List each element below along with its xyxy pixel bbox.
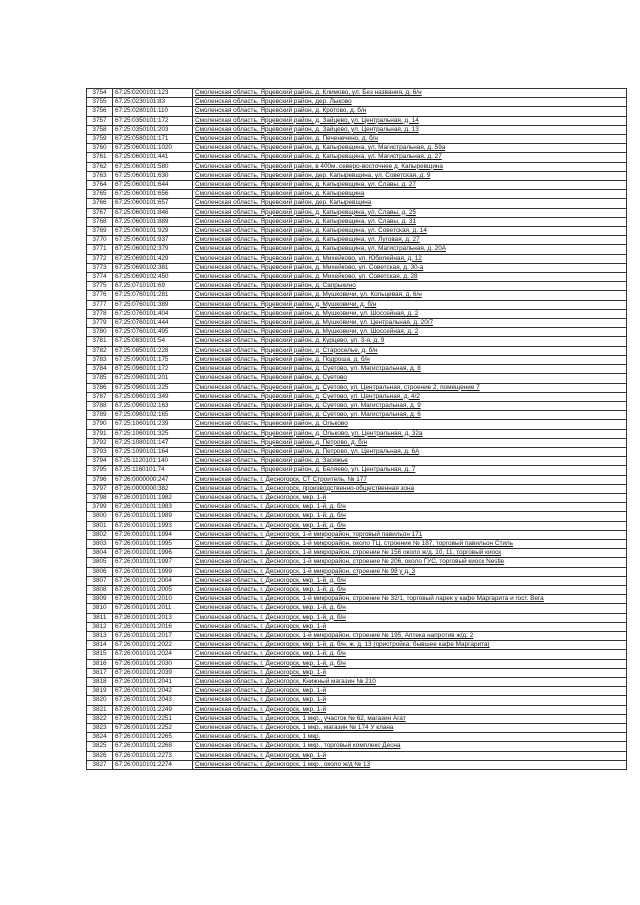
table-row — [87, 328, 627, 337]
cadastral-number-cell: 67:25:0960101:172 — [113, 365, 193, 374]
row-number-cell: 3812 — [87, 622, 113, 631]
address-cell: Смоленская область, г. Десногорск, мкр. 1-й, д. б/н — [193, 512, 627, 521]
cadastral-number-cell: 67:25:0600101:889 — [113, 217, 193, 226]
table-row — [87, 89, 627, 98]
row-number-cell: 3781 — [87, 337, 113, 346]
row-number-cell: 3821 — [87, 705, 113, 714]
address-cell: Смоленская область, г. Десногорск, 1 мкр. — [193, 733, 627, 742]
table-row — [87, 429, 627, 438]
address-cell: Смоленская область, Ярцевский район, д. Кротово, д. б/н — [193, 107, 627, 116]
address-cell: Смоленская область, Ярцевский район, д. Суетово — [193, 374, 627, 383]
address-cell: Смоленская область, г. Десногорск, 1-й микрорайон, строение № 156 около ж/д. 10, 11, торговый киоск — [193, 549, 627, 558]
table-row — [87, 291, 627, 300]
row-number-cell: 3788 — [87, 401, 113, 410]
cadastral-number-cell: 67:26:0010101:2004 — [113, 576, 193, 585]
cadastral-number-cell: 67:25:0760101:444 — [113, 319, 193, 328]
table-row — [87, 678, 627, 687]
row-number-cell: 3782 — [87, 346, 113, 355]
cadastral-number-cell: 67:26:0010101:2039 — [113, 668, 193, 677]
row-number-cell: 3798 — [87, 493, 113, 502]
table-row — [87, 98, 627, 107]
row-number-cell: 3754 — [87, 89, 113, 98]
cadastral-table — [86, 88, 627, 770]
address-cell: Смоленская область, г. Десногорск, мкр. 1-й — [193, 687, 627, 696]
row-number-cell: 3777 — [87, 300, 113, 309]
table-row — [87, 190, 627, 199]
address-cell: Смоленская область, г. Десногорск, мкр. 1-й — [193, 493, 627, 502]
address-cell: Смоленская область, Ярцевский район, дер. Лыково — [193, 98, 627, 107]
address-cell: Смоленская область, Ярцевский район, д. Михейково, ул. Советская, д. 28 — [193, 273, 627, 282]
address-cell: Смоленская область, Ярцевский район, д. Зайцево, ул. Центральная, д. 14 — [193, 116, 627, 125]
row-number-cell: 3815 — [87, 650, 113, 659]
address-cell: Смоленская область, г. Десногорск, производственно-общественная зона — [193, 484, 627, 493]
table-row — [87, 181, 627, 190]
row-number-cell: 3805 — [87, 558, 113, 567]
row-number-cell: 3755 — [87, 98, 113, 107]
cadastral-number-cell: 67:25:0850101:228 — [113, 346, 193, 355]
row-number-cell: 3758 — [87, 125, 113, 134]
table-row — [87, 659, 627, 668]
address-cell: Смоленская область, Ярцевский район, д. Суетово, ул. Магистральная, д. 9 — [193, 401, 627, 410]
address-cell: Смоленская область, Ярцевский район, д. Староселье, д. б/н — [193, 346, 627, 355]
address-cell: Смоленская область, г. Десногорск, мкр. 1-й, д. б/н — [193, 613, 627, 622]
cadastral-number-cell: 67:26:0010101:2013 — [113, 613, 193, 622]
address-cell: Смоленская область, г. Десногорск, 1 мкр., участок № 62, магазин Агат — [193, 714, 627, 723]
address-cell: Смоленская область, Ярцевский район, д. Капыревщина, ул. Магистральная, д. 20А — [193, 245, 627, 254]
row-number-cell: 3791 — [87, 429, 113, 438]
address-cell: Смоленская область, Ярцевский район, д. Капыревщина, ул. Славы, д. 25 — [193, 208, 627, 217]
row-number-cell: 3761 — [87, 153, 113, 162]
address-cell: Смоленская область, г. Десногорск, мкр. 1-й, д. б/н — [193, 521, 627, 530]
row-number-cell: 3806 — [87, 567, 113, 576]
cadastral-number-cell: 67:25:0960102:163 — [113, 401, 193, 410]
cadastral-number-cell: 67:26:0010101:2041 — [113, 678, 193, 687]
cadastral-number-cell: 67:26:0010101:2017 — [113, 631, 193, 640]
address-cell: Смоленская область, Ярцевский район, д. Печенечено, д. б/н — [193, 135, 627, 144]
table-row — [87, 162, 627, 171]
address-cell: Смоленская область, г. Десногорск, СТ Строитель, № 177 — [193, 475, 627, 484]
table-row — [87, 751, 627, 760]
table-row — [87, 392, 627, 401]
address-cell: Смоленская область, Ярцевский район, д. Капыревщина, ул. Магистральная, д. 59а — [193, 144, 627, 153]
cadastral-number-cell: 67:25:0690102:450 — [113, 273, 193, 282]
table-row — [87, 475, 627, 484]
table-row — [87, 724, 627, 733]
table-row — [87, 714, 627, 723]
address-cell: Смоленская область, г. Десногорск, 1 мкр., торговый комплекс Десна — [193, 742, 627, 751]
row-number-cell: 3792 — [87, 438, 113, 447]
table-row — [87, 521, 627, 530]
cadastral-number-cell: 67:25:0960101:225 — [113, 383, 193, 392]
row-number-cell: 3810 — [87, 604, 113, 613]
cadastral-number-cell: 67:26:0010101:1997 — [113, 558, 193, 567]
cadastral-number-cell: 67:26:0010101:1982 — [113, 493, 193, 502]
table-row — [87, 217, 627, 226]
address-cell: Смоленская область, Ярцевский район, в 400м. северо-восточнее д. Капыревщина — [193, 162, 627, 171]
row-number-cell: 3799 — [87, 503, 113, 512]
table-row — [87, 135, 627, 144]
row-number-cell: 3813 — [87, 631, 113, 640]
row-number-cell: 3802 — [87, 530, 113, 539]
table-row — [87, 208, 627, 217]
table-row — [87, 227, 627, 236]
table-row — [87, 585, 627, 594]
cadastral-number-cell: 67:25:0600101:644 — [113, 181, 193, 190]
row-number-cell: 3816 — [87, 659, 113, 668]
address-cell: Смоленская область, Ярцевский район, д. Сапрыкино — [193, 282, 627, 291]
cadastral-number-cell: 67:25:0760101:281 — [113, 291, 193, 300]
cadastral-number-cell: 67:25:0280101:110 — [113, 107, 193, 116]
cadastral-number-cell: 67:25:0760101:404 — [113, 309, 193, 318]
row-number-cell: 3776 — [87, 291, 113, 300]
address-cell: Смоленская область, Ярцевский район, д. Беляево, ул. Центральная, д. 7 — [193, 466, 627, 475]
document-page — [86, 88, 626, 770]
table-row — [87, 374, 627, 383]
cadastral-number-cell: 67:26:0010101:2010 — [113, 595, 193, 604]
table-row — [87, 705, 627, 714]
cadastral-number-cell: 67:25:0690101:429 — [113, 254, 193, 263]
row-number-cell: 3818 — [87, 678, 113, 687]
cadastral-number-cell: 67:25:1160101:74 — [113, 466, 193, 475]
address-cell: Смоленская область, Ярцевский район, дер. Капыревщина, ул. Советская, д. 9 — [193, 171, 627, 180]
cadastral-number-cell: 67:26:0010101:1983 — [113, 503, 193, 512]
cadastral-number-cell: 67:26:0010101:2030 — [113, 659, 193, 668]
row-number-cell: 3786 — [87, 383, 113, 392]
table-row — [87, 466, 627, 475]
cadastral-number-cell: 67:25:0600101:657 — [113, 199, 193, 208]
cadastral-number-cell: 67:25:0830101:54 — [113, 337, 193, 346]
address-cell: Смоленская область, Ярцевский район, д. Суетово, ул. Магистральная, д. 8 — [193, 365, 627, 374]
address-cell: Смоленская область, Ярцевский район, д. Капыревщина, ул. Славы, д. 27 — [193, 181, 627, 190]
row-number-cell: 3797 — [87, 484, 113, 493]
table-row — [87, 530, 627, 539]
table-row — [87, 282, 627, 291]
address-cell: Смоленская область, г. Десногорск, 1-й микрорайон, строение № 195, Аптека напротив ж/д. 2 — [193, 631, 627, 640]
table-row — [87, 595, 627, 604]
table-row — [87, 457, 627, 466]
address-cell: Смоленская область, Ярцевский район, д. Суетово, ул. Центральная, д. 4/2 — [193, 392, 627, 401]
table-row — [87, 687, 627, 696]
address-cell: Смоленская область, Ярцевский район, д. Михейково, ул. Юбилейная, д. 12 — [193, 254, 627, 263]
cadastral-number-cell: 67:25:0600101:580 — [113, 162, 193, 171]
address-cell: Смоленская область, Ярцевский район, д. Капыревщина, ул. Советская, д. 14 — [193, 227, 627, 236]
address-cell: Смоленская область, г. Десногорск, мкр. 1-й, д. б/н, ж. д. 13 (пристройка. бывшее кафе Маргарита) — [193, 641, 627, 650]
address-cell: Смоленская область, Ярцевский район, д. Ольково, ул. Центральная, д. 32а — [193, 429, 627, 438]
table-row — [87, 604, 627, 613]
row-number-cell: 3820 — [87, 696, 113, 705]
table-row — [87, 337, 627, 346]
address-cell: Смоленская область, Ярцевский район, д. Курцево, ул. 3-я, д. 9 — [193, 337, 627, 346]
row-number-cell: 3824 — [87, 733, 113, 742]
row-number-cell: 3756 — [87, 107, 113, 116]
row-number-cell: 3772 — [87, 254, 113, 263]
address-cell: Смоленская область, г. Десногорск, 1 мкр., около ж/д № 13 — [193, 760, 627, 769]
table-row — [87, 153, 627, 162]
row-number-cell: 3762 — [87, 162, 113, 171]
cadastral-number-cell: 67:26:0010101:1999 — [113, 567, 193, 576]
cadastral-number-cell: 67:25:0200101:123 — [113, 89, 193, 98]
cadastral-number-cell: 67:26:0010101:2022 — [113, 641, 193, 650]
row-number-cell: 3768 — [87, 217, 113, 226]
cadastral-number-cell: 67:26:0010101:2005 — [113, 585, 193, 594]
cadastral-number-cell: 67:25:0600101:937 — [113, 236, 193, 245]
cadastral-number-cell: 67:26:0010101:1989 — [113, 512, 193, 521]
table-row — [87, 631, 627, 640]
address-cell: Смоленская область, Ярцевский район, д. Суетово, ул. Магистральная, д. 6 — [193, 411, 627, 420]
row-number-cell: 3774 — [87, 273, 113, 282]
cadastral-number-cell: 67:25:0760101:495 — [113, 328, 193, 337]
row-number-cell: 3775 — [87, 282, 113, 291]
address-cell: Смоленская область, г. Десногорск, мкр. 1-й, д. б/н — [193, 576, 627, 585]
table-row — [87, 493, 627, 502]
row-number-cell: 3778 — [87, 309, 113, 318]
row-number-cell: 3787 — [87, 392, 113, 401]
address-cell: Смоленская область, г. Десногорск, мкр. 1-й — [193, 751, 627, 760]
address-cell: Смоленская область, Ярцевский район, дер. Капыревщина — [193, 199, 627, 208]
address-cell: Смоленская область, Ярцевский район, д. Мушковичи, ул. Шоссейная, д. 2 — [193, 309, 627, 318]
table-row — [87, 447, 627, 456]
row-number-cell: 3769 — [87, 227, 113, 236]
cadastral-number-cell: 67:25:0600101:929 — [113, 227, 193, 236]
cadastral-number-cell: 67:25:0600101:656 — [113, 190, 193, 199]
row-number-cell: 3814 — [87, 641, 113, 650]
address-cell: Смоленская область, г. Десногорск, мкр. 1-й, д. б/н — [193, 604, 627, 613]
row-number-cell: 3819 — [87, 687, 113, 696]
row-number-cell: 3763 — [87, 171, 113, 180]
cadastral-number-cell: 67:26:0010101:2274 — [113, 760, 193, 769]
row-number-cell: 3767 — [87, 208, 113, 217]
row-number-cell: 3770 — [87, 236, 113, 245]
table-row — [87, 567, 627, 576]
cadastral-number-cell: 67:26:0010101:2016 — [113, 622, 193, 631]
row-number-cell: 3807 — [87, 576, 113, 585]
table-row — [87, 273, 627, 282]
table-row — [87, 107, 627, 116]
address-cell: Смоленская область, Ярцевский район, д. Суетово, ул. Центральная, строение 2, помещение 7 — [193, 383, 627, 392]
row-number-cell: 3764 — [87, 181, 113, 190]
cadastral-number-cell: 67:25:1080101:147 — [113, 438, 193, 447]
row-number-cell: 3780 — [87, 328, 113, 337]
table-row — [87, 319, 627, 328]
row-number-cell: 3795 — [87, 466, 113, 475]
cadastral-number-cell: 67:25:1090101:164 — [113, 447, 193, 456]
row-number-cell: 3817 — [87, 668, 113, 677]
address-cell: Смоленская область, Ярцевский район, д. Мушковичи, ул. Кольцевая, д. 6/н — [193, 291, 627, 300]
table-row — [87, 355, 627, 364]
row-number-cell: 3793 — [87, 447, 113, 456]
row-number-cell: 3803 — [87, 539, 113, 548]
row-number-cell: 3773 — [87, 263, 113, 272]
table-row — [87, 558, 627, 567]
table-body — [87, 89, 627, 770]
table-row — [87, 125, 627, 134]
cadastral-number-cell: 67:25:0960101:349 — [113, 392, 193, 401]
row-number-cell: 3765 — [87, 190, 113, 199]
cadastral-number-cell: 67:25:1120101:140 — [113, 457, 193, 466]
address-cell: Смоленская область, г. Десногорск, мкр. 1-й — [193, 622, 627, 631]
table-row — [87, 144, 627, 153]
row-number-cell: 3783 — [87, 355, 113, 364]
row-number-cell: 3757 — [87, 116, 113, 125]
address-cell: Смоленская область, Ярцевский район, д. Михейково, ул. Советская, д. 30-а — [193, 263, 627, 272]
row-number-cell: 3766 — [87, 199, 113, 208]
table-row — [87, 622, 627, 631]
table-row — [87, 171, 627, 180]
row-number-cell: 3822 — [87, 714, 113, 723]
cadastral-number-cell: 67:25:0690102:381 — [113, 263, 193, 272]
table-row — [87, 438, 627, 447]
cadastral-number-cell: 67:26:0010101:1993 — [113, 521, 193, 530]
cadastral-number-cell: 67:26:0010101:2011 — [113, 604, 193, 613]
table-row — [87, 668, 627, 677]
cadastral-number-cell: 67:25:1060101:239 — [113, 420, 193, 429]
table-row — [87, 650, 627, 659]
address-cell: Смоленская область, Ярцевский район, д. Капыревщина, ул. Луговая, д. 27 — [193, 236, 627, 245]
address-cell: Смоленская область, Ярцевский район, д. Мушковичи, д. б/н — [193, 300, 627, 309]
row-number-cell: 3760 — [87, 144, 113, 153]
cadastral-number-cell: 67:26:0000000:382 — [113, 484, 193, 493]
row-number-cell: 3823 — [87, 724, 113, 733]
cadastral-number-cell: 67:25:0600101:1020 — [113, 144, 193, 153]
table-row — [87, 512, 627, 521]
cadastral-number-cell: 67:25:0900101:175 — [113, 355, 193, 364]
cadastral-number-cell: 67:26:0000000:247 — [113, 475, 193, 484]
cadastral-number-cell: 67:26:0010101:2042 — [113, 687, 193, 696]
cadastral-number-cell: 67:26:0010101:2252 — [113, 724, 193, 733]
address-cell: Смоленская область, г. Десногорск, 1-й микрорайон, строение № 98 у д. 3 — [193, 567, 627, 576]
table-row — [87, 254, 627, 263]
address-cell: Смоленская область, г. Десногорск, мкр. 1-й — [193, 696, 627, 705]
address-cell: Смоленская область, г. Десногорск, 1-й микрорайон, около ТЦ, строение № 187, торговый павильон Стиль — [193, 539, 627, 548]
address-cell: Смоленская область, Ярцевский район, д. Мушковичи, ул. Шоссейная, д. 2 — [193, 328, 627, 337]
table-row — [87, 401, 627, 410]
cadastral-number-cell: 67:26:0010101:1994 — [113, 530, 193, 539]
cadastral-number-cell: 67:25:0350101:172 — [113, 116, 193, 125]
cadastral-number-cell: 67:26:0010101:2249 — [113, 705, 193, 714]
cadastral-number-cell: 67:26:0010101:2043 — [113, 696, 193, 705]
cadastral-number-cell: 67:26:0010101:2251 — [113, 714, 193, 723]
row-number-cell: 3827 — [87, 760, 113, 769]
table-row — [87, 245, 627, 254]
row-number-cell: 3789 — [87, 411, 113, 420]
cadastral-number-cell: 67:25:0600101:630 — [113, 171, 193, 180]
table-row — [87, 420, 627, 429]
cadastral-number-cell: 67:26:0010101:1996 — [113, 549, 193, 558]
cadastral-number-cell: 67:25:0600101:441 — [113, 153, 193, 162]
table-row — [87, 116, 627, 125]
row-number-cell: 3800 — [87, 512, 113, 521]
cadastral-number-cell: 67:26:0010101:2273 — [113, 751, 193, 760]
table-row — [87, 365, 627, 374]
row-number-cell: 3784 — [87, 365, 113, 374]
table-row — [87, 263, 627, 272]
address-cell: Смоленская область, г. Десногорск, Книжный магазин № 210 — [193, 678, 627, 687]
address-cell: Смоленская область, г. Десногорск, мкр. 1-й, д. б/н — [193, 503, 627, 512]
table-row — [87, 300, 627, 309]
address-cell: Смоленская область, Ярцевский район, д. Петрово, д. б/н — [193, 438, 627, 447]
cadastral-number-cell: 67:26:0010101:2265 — [113, 733, 193, 742]
cadastral-number-cell: 67:26:0010101:2024 — [113, 650, 193, 659]
row-number-cell: 3801 — [87, 521, 113, 530]
row-number-cell: 3809 — [87, 595, 113, 604]
table-row — [87, 733, 627, 742]
table-row — [87, 484, 627, 493]
cadastral-number-cell: 67:25:0600102:379 — [113, 245, 193, 254]
address-cell: Смоленская область, г. Десногорск, мкр. 1-й — [193, 705, 627, 714]
table-row — [87, 760, 627, 769]
row-number-cell: 3794 — [87, 457, 113, 466]
row-number-cell: 3771 — [87, 245, 113, 254]
address-cell: Смоленская область, Ярцевский район, д. Мушковичи, ул. Центральная, д. 20/7 — [193, 319, 627, 328]
row-number-cell: 3796 — [87, 475, 113, 484]
row-number-cell: 3804 — [87, 549, 113, 558]
table-row — [87, 199, 627, 208]
address-cell: Смоленская область, г. Десногорск, мкр. 1-й, д. б/н — [193, 585, 627, 594]
table-row — [87, 236, 627, 245]
table-row — [87, 383, 627, 392]
cadastral-number-cell: 67:26:0010101:1995 — [113, 539, 193, 548]
address-cell: Смоленская область, г. Десногорск, 1-й микрорайон, строение № 206, около ГУС, торговый киоск Nestle — [193, 558, 627, 567]
row-number-cell: 3790 — [87, 420, 113, 429]
address-cell: Смоленская область, г. Десногорск, мкр. 1-й, д. б/н — [193, 650, 627, 659]
address-cell: Смоленская область, г. Десногорск, 1 мкр., магазин № 174 У клана — [193, 724, 627, 733]
address-cell: Смоленская область, г. Десногорск, 1-й микрорайон, торговый павильон 171 — [193, 530, 627, 539]
address-cell: Смоленская область, Ярцевский район, д. Подроша, д. б/н — [193, 355, 627, 364]
table-row — [87, 309, 627, 318]
address-cell: Смоленская область, Ярцевский район, д. Климово, ул. Без названия, д. 6/н — [193, 89, 627, 98]
row-number-cell: 3779 — [87, 319, 113, 328]
address-cell: Смоленская область, Ярцевский район, д. Капыревщина — [193, 190, 627, 199]
table-row — [87, 539, 627, 548]
row-number-cell: 3825 — [87, 742, 113, 751]
table-row — [87, 576, 627, 585]
cadastral-number-cell: 67:25:0600101:846 — [113, 208, 193, 217]
row-number-cell: 3785 — [87, 374, 113, 383]
address-cell: Смоленская область, Ярцевский район, д. Зайцево, ул. Центральная, д. 13 — [193, 125, 627, 134]
address-cell: Смоленская область, г. Десногорск, мкр. 1-й, д. б/н — [193, 659, 627, 668]
address-cell: Смоленская область, Ярцевский район, д. Капыревщина, ул. Магистральная, д. 27 — [193, 153, 627, 162]
cadastral-number-cell: 67:25:0760101:389 — [113, 300, 193, 309]
row-number-cell: 3811 — [87, 613, 113, 622]
table-row — [87, 346, 627, 355]
table-row — [87, 411, 627, 420]
cadastral-number-cell: 67:25:0580101:171 — [113, 135, 193, 144]
table-row — [87, 742, 627, 751]
address-cell: Смоленская область, г. Десногорск, 1-й микрорайон, строение № 32/1, торговый ларек у кафе Маргарита и гост. Вега — [193, 595, 627, 604]
table-row — [87, 696, 627, 705]
cadastral-number-cell: 67:26:0010101:2268 — [113, 742, 193, 751]
row-number-cell: 3808 — [87, 585, 113, 594]
cadastral-number-cell: 67:25:0350101:203 — [113, 125, 193, 134]
cadastral-number-cell: 67:25:0710101:69 — [113, 282, 193, 291]
row-number-cell: 3826 — [87, 751, 113, 760]
cadastral-number-cell: 67:25:0960101:201 — [113, 374, 193, 383]
table-row — [87, 549, 627, 558]
row-number-cell: 3759 — [87, 135, 113, 144]
cadastral-number-cell: 67:25:1060101:325 — [113, 429, 193, 438]
cadastral-number-cell: 67:25:0230101:83 — [113, 98, 193, 107]
address-cell: Смоленская область, г. Десногорск, мкр. 1-й — [193, 668, 627, 677]
table-row — [87, 503, 627, 512]
address-cell: Смоленская область, Ярцевский район, д. Капыревщина, ул. Славы, д. 31 — [193, 217, 627, 226]
cadastral-number-cell: 67:25:0960102:165 — [113, 411, 193, 420]
address-cell: Смоленская область, Ярцевский район, д. Ольково — [193, 420, 627, 429]
address-cell: Смоленская область, Ярцевский район, д. Засижье — [193, 457, 627, 466]
address-cell: Смоленская область, Ярцевский район, д. Петрово, ул. Центральная, д. 6А — [193, 447, 627, 456]
table-row — [87, 641, 627, 650]
table-row — [87, 613, 627, 622]
